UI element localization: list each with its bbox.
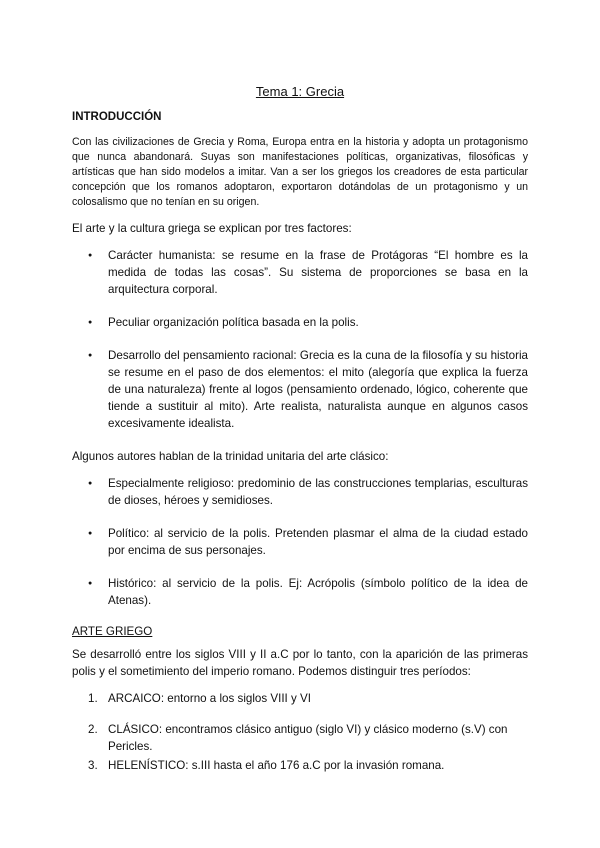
factor-item-rational: ● Desarrollo del pensamiento racional: Grecia es la cuna de la filosofía y su historia se resume en el paso de dos elementos: el mito (alegoría que explica la fuerza de una naturaleza) frente al logos (pensamiento ordenado, lógico, coherente que tiende a sustituir al mito). Arte realista, naturalista aunque en algunos casos excesivamente idealista.: [72, 347, 528, 432]
trinity-item-religious: ● Especialmente religioso: predominio de las construcciones templarias, esculturas de dioses, héroes y semidioses.: [72, 475, 528, 509]
trinity-item-political: ● Político: al servicio de la polis. Pretenden plasmar el alma de la ciudad estado por encima de sus personajes.: [72, 525, 528, 559]
arte-griego-paragraph: Se desarrolló entre los siglos VIII y II a.C por lo tanto, con la aparición de las primeras polis y el sometimiento del imperio romano. Podemos distinguir tres períodos:: [72, 648, 528, 678]
factors-intro: El arte y la cultura griega se explican por tres factores:: [72, 222, 352, 235]
factor-item-humanist: ● Carácter humanista: se resume en la frase de Protágoras “El hombre es la medida de todas las cosas”. Su sistema de proporciones se basa en la arquitectura corporal.: [72, 247, 528, 298]
period-text: ARCAICO: entorno a los siglos VIII y VI: [108, 692, 311, 705]
period-text: CLÁSICO: encontramos clásico antiguo (siglo VI) y clásico moderno (s.V) con Pericles.: [108, 723, 508, 753]
page-title: Tema 1: Grecia: [255, 84, 345, 99]
period-number: 3.: [88, 759, 98, 772]
period-item: [72, 757, 528, 774]
trinity-list: [72, 475, 528, 609]
intro-heading: INTRODUCCIÓN: [72, 111, 162, 123]
factors-list: [72, 247, 528, 432]
intro-paragraph: Con las civilizaciones de Grecia y Roma, Europa entra en la historia y adopta un protagonismo que nunca abandonará. Suyas son manifestaciones políticas, organizativas, filosóficas y artísticas que han sido modelos a imitar. Van a ser los griegos los creadores de esta particular concepción que los romanos adoptaron, exportaron dotándolas de un protagonismo y un colosalismo que no tenían en su origen.: [72, 136, 528, 208]
period-number: 1.: [88, 692, 98, 705]
factor-item-political: ● Peculiar organización política basada en la polis.: [72, 314, 528, 331]
period-item: [72, 690, 528, 707]
periods-list: [72, 690, 528, 774]
period-number: 2.: [88, 723, 98, 736]
period-text: HELENÍSTICO: s.III hasta el año 176 a.C por la invasión romana.: [108, 759, 445, 772]
trinity-intro: Algunos autores hablan de la trinidad unitaria del arte clásico:: [72, 450, 389, 463]
arte-griego-heading: ARTE GRIEGO: [72, 625, 153, 638]
document-page: [72, 84, 528, 788]
period-item: [72, 721, 528, 755]
trinity-item-historical: ● Histórico: al servicio de la polis. Ej: Acrópolis (símbolo político de la idea de Atenas).: [72, 575, 528, 609]
